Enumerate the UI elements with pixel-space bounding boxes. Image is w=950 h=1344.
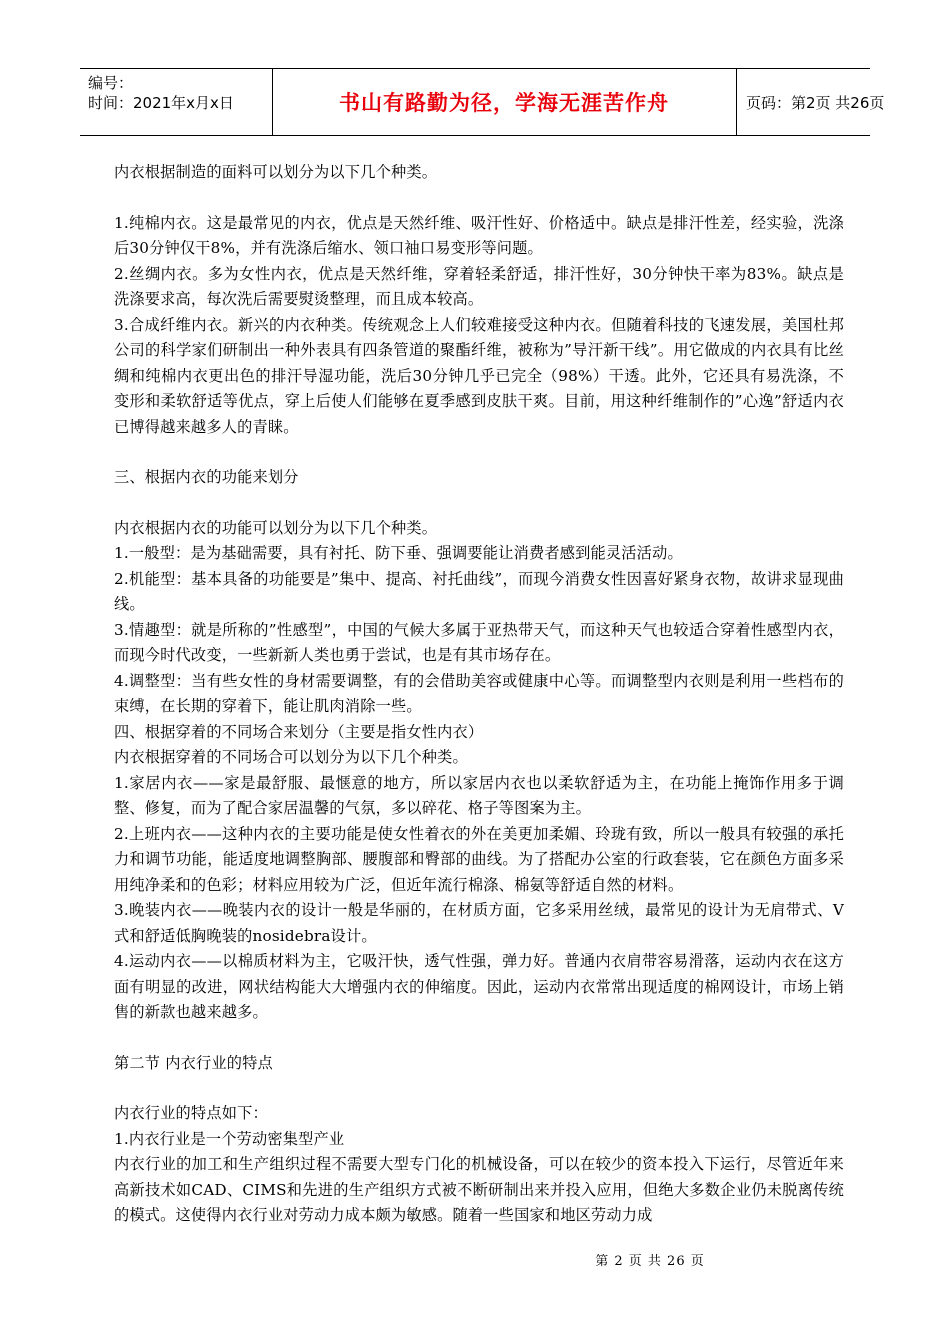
paragraph: 3.合成纤维内衣。新兴的内衣种类。传统观念上人们较难接受这种内衣。但随着科技的飞速发展，美国杜邦公司的科学家们研制出一种外表具有四条管道的聚酯纤维，被称为”导汗新干线”。用它做成的内衣具有比丝绸和纯棉内衣更出色的排汗导湿功能，洗后30分钟几乎已完全（98%）干透。此外，它还具有易洗涤，不变形和柔软舒适等优点，穿上后使人们能够在夏季感到皮肤干爽。目前，用这种纤维制作的”心逸”舒适内衣已博得越来越多人的青睐。 [114, 315, 844, 436]
paragraph: 内衣根据穿着的不同场合可以划分为以下几个种类。 [114, 748, 468, 766]
header-motto: 书山有路勤为径，学海无涯苦作舟 [339, 91, 669, 115]
document-number-label: 编号： [88, 74, 134, 92]
page-header [80, 68, 885, 136]
paragraph: 2.上班内衣——这种内衣的主要功能是使女性着衣的外在美更加柔媚、玲珑有致，所以一般具有较强的承托力和调节功能，能适度地调整胸部、腰腹部和臀部的曲线。为了搭配办公室的行政套装，它在颜色方面多采用纯净柔和的色彩；材料应用较为广泛，但近年流行棉涤、棉氨等舒适自然的材料。 [114, 824, 844, 894]
paragraph: 2.机能型：基本具备的功能要是”集中、提高、衬托曲线”，而现今消费女性因喜好紧身衣物，故讲求显现曲线。 [114, 569, 844, 613]
paragraph: 1.内衣行业是一个劳动密集型产业 [114, 1129, 345, 1148]
paragraph: 内衣根据制造的面料可以划分为以下几个种类。 [114, 163, 438, 181]
section-heading: 三、根据内衣的功能来划分 [114, 468, 299, 486]
paragraph: 内衣根据内衣的功能可以划分为以下几个种类。 [114, 518, 438, 537]
paragraph: 4.调整型：当有些女性的身材需要调整，有的会借助美容或健康中心等。而调整型内衣则是利用一些档布的束缚，在长期的穿着下，能让肌肉消除一些。 [114, 671, 844, 715]
page-footer: 第 2 页 共 26 页 [595, 1254, 705, 1269]
paragraph: 1.一般型：是为基础需要，具有衬托、防下垂、强调要能让消费者感到能灵活活动。 [114, 544, 683, 562]
paragraph: 1.纯棉内衣。这是最常见的内衣，优点是天然纤维、吸汗性好、价格适中。缺点是排汗性差，经实验，洗涤后30分钟仅干8%，并有洗涤后缩水、领口袖口易变形等问题。 [114, 213, 844, 257]
section-heading: 第二节 内衣行业的特点 [114, 1053, 273, 1072]
header-meta-cell [80, 69, 273, 135]
document-body [114, 160, 844, 1229]
document-date-label: 时间：2021年x月x日 [88, 94, 234, 112]
paragraph: 内衣行业的特点如下： [114, 1104, 268, 1122]
header-motto-cell [272, 69, 737, 135]
header-page-cell [736, 69, 885, 135]
header-page-number: 页码：第2页 共26页 [746, 93, 885, 112]
paragraph: 3.情趣型：就是所称的”性感型”，中国的气候大多属于亚热带天气，而这种天气也较适合穿着性感型内衣，而现今时代改变，一些新新人类也勇于尝试，也是有其市场存在。 [114, 620, 844, 664]
paragraph: 3.晚装内衣——晚装内衣的设计一般是华丽的，在材质方面，它多采用丝绒，最常见的设计为无肩带式、V式和舒适低胸晚装的nosidebra设计。 [114, 901, 844, 945]
paragraph: 1.家居内衣——家是最舒服、最惬意的地方，所以家居内衣也以柔软舒适为主，在功能上掩饰作用多于调整、修复，而为了配合家居温馨的气氛，多以碎花、格子等图案为主。 [114, 773, 844, 817]
paragraph: 2.丝绸内衣。多为女性内衣，优点是天然纤维，穿着轻柔舒适，排汗性好，30分钟快干率为83%。缺点是洗涤要求高，每次洗后需要熨烫整理，而且成本较高。 [114, 264, 844, 308]
paragraph: 4.运动内衣——以棉质材料为主，它吸汗快，透气性强，弹力好。普通内衣肩带容易滑落，运动内衣在这方面有明显的改进，网状结构能大大增强内衣的伸缩度。因此，运动内衣常常出现适度的棉网设计，市场上销售的新款也越来越多。 [114, 952, 844, 1021]
section-heading: 四、根据穿着的不同场合来划分（主要是指女性内衣） [114, 722, 484, 741]
paragraph: 内衣行业的加工和生产组织过程不需要大型专门化的机械设备，可以在较少的资本投入下运行，尽管近年来高新技术如CAD、CIMS和先进的生产组织方式被不断研制出来并投入应用，但绝大多数企业仍未脱离传统的模式。这使得内衣行业对劳动力成本颇为敏感。随着一些国家和地区劳动力成 [114, 1155, 844, 1224]
